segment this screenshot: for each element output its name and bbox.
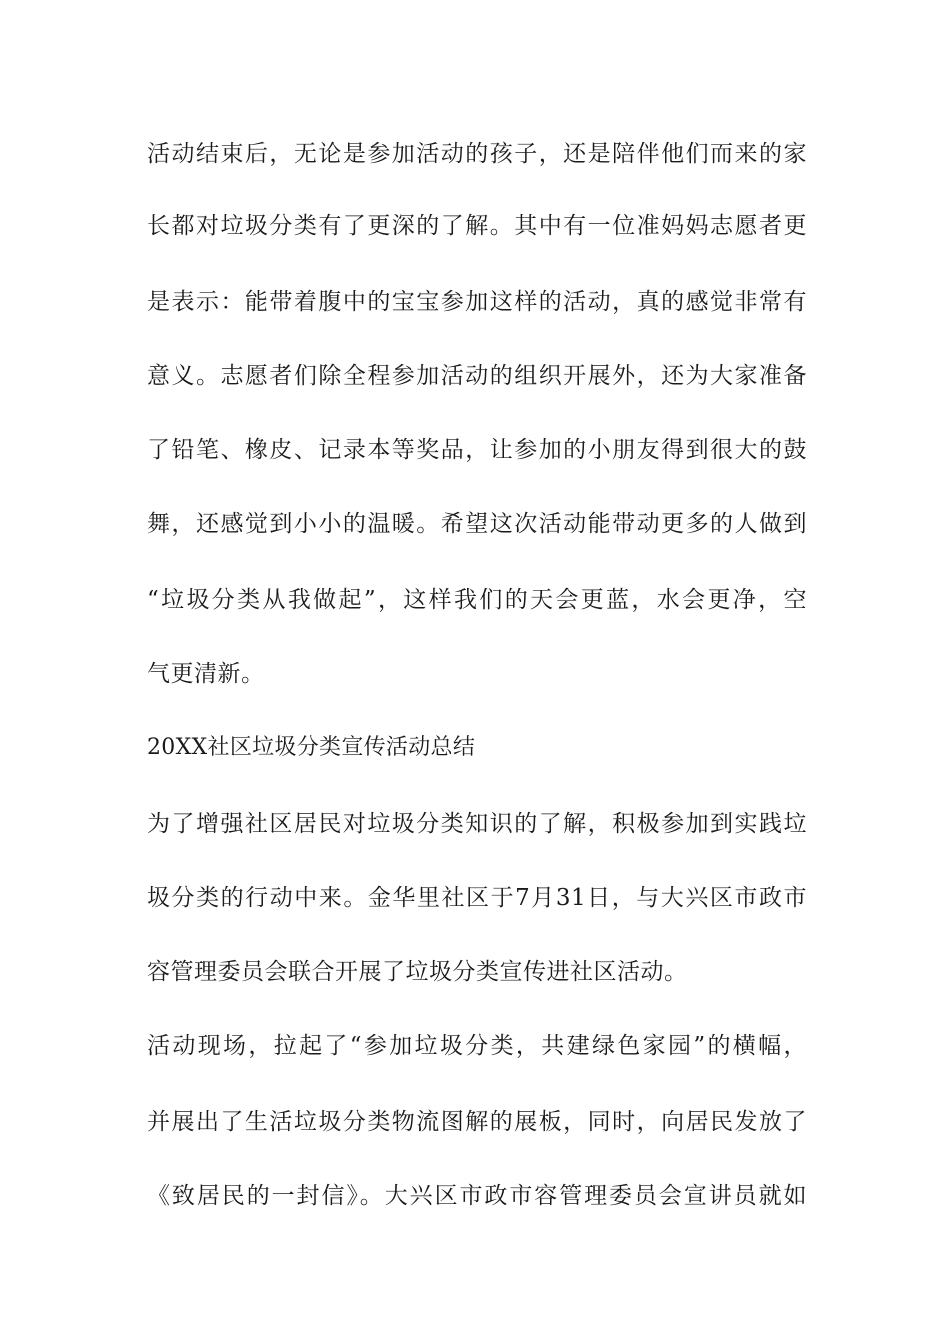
paragraph-line-3: 是表示：能带着腹中的宝宝参加这样的活动，真的感觉非常有 [147, 289, 807, 315]
paragraph-line-8: 气更清新。 [147, 661, 265, 687]
paragraph-line-9: 为了增强社区居民对垃圾分类知识的了解，积极参加到实践垃 [147, 811, 807, 837]
paragraph-line-10: 圾分类的行动中来。金华里社区于7月31日，与大兴区市政市 [147, 885, 807, 911]
paragraph-line-11: 容管理委员会联合开展了垃圾分类宣传进社区活动。 [147, 959, 688, 985]
paragraph-line-4: 意义。志愿者们除全程参加活动的组织开展外，还为大家准备 [147, 363, 807, 389]
paragraph-line-12: 活动现场，拉起了“参加垃圾分类，共建绿色家园”的横幅， [147, 1033, 807, 1059]
paragraph-line-5: 了铅笔、橡皮、记录本等奖品，让参加的小朋友得到很大的鼓 [147, 437, 807, 463]
paragraph-line-1: 活动结束后，无论是参加活动的孩子，还是陪伴他们而来的家 [147, 141, 807, 167]
paragraph-line-14: 《致居民的一封信》。大兴区市政市容管理委员会宣讲员就如 [147, 1183, 807, 1209]
paragraph-line-2: 长都对垃圾分类有了更深的了解。其中有一位准妈妈志愿者更 [147, 213, 807, 239]
paragraph-line-6: 舞，还感觉到小小的温暖。希望这次活动能带动更多的人做到 [147, 511, 807, 537]
section-heading: 20XX社区垃圾分类宣传活动总结 [147, 735, 476, 760]
paragraph-line-13: 并展出了生活垃圾分类物流图解的展板，同时，向居民发放了 [147, 1109, 807, 1135]
paragraph-line-7: “垃圾分类从我做起”，这样我们的天会更蓝，水会更净，空 [147, 587, 807, 613]
